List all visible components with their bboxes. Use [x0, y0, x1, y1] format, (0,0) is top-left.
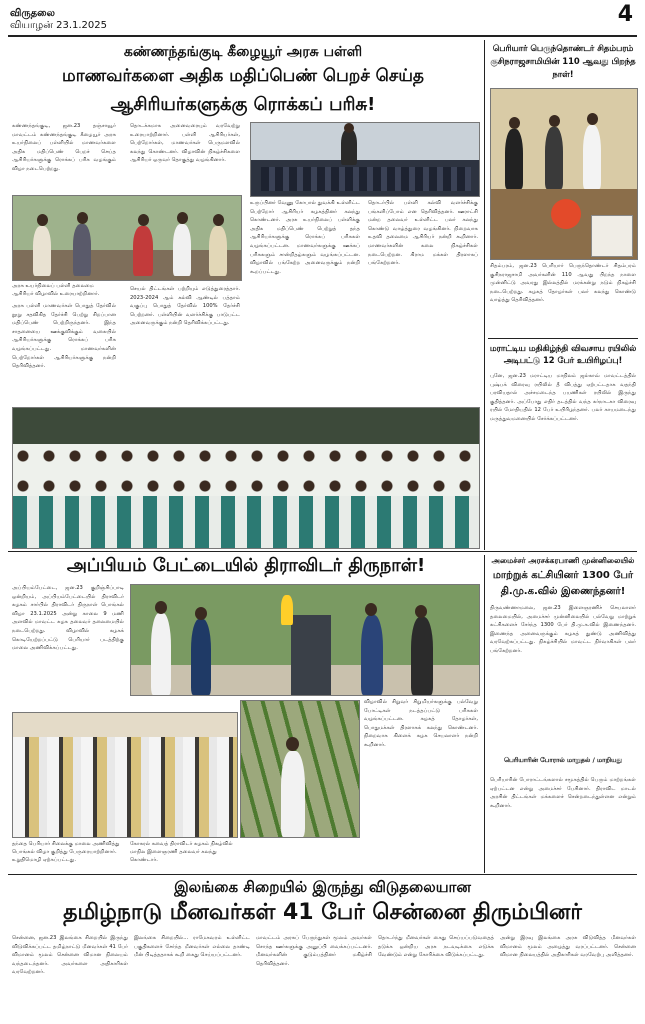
page-number: 4 [617, 2, 633, 27]
story1-headline-line2: ஆசிரியர்களுக்கு ரொக்கப் பரிசு! [110, 94, 376, 115]
story1-col4: தொடர்பில் பள்ளி கல்வி வளர்ச்சிக்கு பங்களிப்போம் என தெரிவித்தனர். ஊராட்சி மன்ற தலைவர் உள்ளிட்ட பலர் கலந்து கொண்டு வாழ்த்துரை வழங்கினர். நிறைவாக உதவி தலைமை ஆசிரியர் நன்றி கூறினார். மாணவர்களின் கலை நிகழ்ச்சிகள் நடைபெற்றன. கிராம மக்கள் திரளாகப் பங்கேற்றனர். [368, 200, 478, 267]
paper-name: விருதலை [10, 8, 55, 19]
story3-text2: பெரியாரின் போராட்டங்களால் சமூகத்தில் பெரும் மாற்றங்கள் ஏற்பட்டன என்று அமைச்சர் பேசினார். திராவிட மாடல் அரசின் திட்டங்கள் மக்களைச் சென்றடைந்துள்ளன என்றும் கூறினார். [490, 777, 636, 809]
story4-col2: இலங்கை சிறையில்... ராமேசுவரம் உள்ளிட்ட பகுதிகளைச் சேர்ந்த மீனவர்கள் எல்லை தாண்டி மீன் பிடித்ததாகக் கூறி கைது செய்யப்பட்டனர். [134, 935, 250, 959]
story1-col3: உருப்பினர் வேணு கோபால் துவக்கி உள்ளிட்ட பெற்றோர் ஆசிரியர் கழகத்தினர் கலந்து கொண்டனர். அரசு உயர்நிலைப் பள்ளிக்கு அதிக மதிப்பெண் பெற்றுத் தந்த ஆசிரியர்களுக்கு ரொக்கப் பரிசுகள் வழங்கப்பட்டன. மாணவர்களுக்கு ஊக்கப் பரிசுகளும் சான்றிதழ்களும் வழங்கப்பட்டன. விழாவில் பங்கேற்ற அனைவருக்கும் நன்றி கூறப்பட்டது. [250, 200, 360, 275]
section-rule-1 [8, 551, 637, 552]
sidebar-ration-headline [488, 342, 638, 366]
story4-kicker: இலங்கை சிறையில் இருந்து விடுதலையான [174, 878, 471, 896]
date-line: வியாழன் 23.1.2025 [10, 20, 107, 31]
story1-col1-top: கண்ணந்தங்குடி, ஜன.23 தஞ்சாவூர் மாவட்டம் கண்ணந்தங்குடி கீழையூர் அரசு உயர்நிலைப் பள்ளியில் மாணவர்களை அதிக மதிப்பெண் பெறச் செய்த ஆசிரியர்களுக்கு ரொக்கப் பரிசு வழங்கும் விழா நடைபெற்றது. [12, 123, 116, 172]
masthead [10, 8, 107, 32]
story3-subhead-text: பெரியாரின் போரால் மாறுதல் / மாறியது [503, 756, 623, 764]
story2-photo-statue [130, 584, 480, 696]
story3-text: திருவண்ணாமலை, ஜன.23 இளைஞரணிச் செயலாளர் தலைமையில், அமைச்சர் முன்னிலையில் பல்வேறு மாற்றுக் கட்சிகளைச் சேர்ந்த 1300 பேர் தி.மு.க.வில் இணைந்தனர். இணைந்த அனைவருக்கும் கழகத் துண்டு அணிவித்து வரவேற்கப்பட்டது. நிகழ்ச்சியில் மாவட்ட நிர்வாகிகள் பலர் பங்கேற்றனர். [490, 605, 636, 654]
story2-caption-left: தந்தை பெரியார் சிலைக்கு மாலை அணிவித்து பொங்கல் விழா குறித்து பேருரையாற்றினார். உறுதிமொழி ஏற்கப்பட்டது. [12, 841, 120, 864]
story1-col2-bottom: செயல் திட்டங்கள் பற்றியும் எடுத்துரைத்தார். 2023-2024 ஆம் கல்வி ஆண்டில் பத்தாம் வகுப்பு பொதுத் தேர்வில் 100% தேர்ச்சி பெற்றனர். பள்ளியின் வளர்ச்சிக்கு பாடுபட்ட அனைவருக்கும் நன்றி தெரிவிக்கப்பட்டது. [130, 286, 240, 327]
story4-col4: தொடர்ந்து மீனவர்கள் கைது செய்யப்படுவதைத் தடுக்க ஒன்றிய அரசு நடவடிக்கை எடுக்க வேண்டும் என்று கோரிக்கை விடுக்கப்பட்டது. [378, 935, 494, 959]
sidebar-ration-text: புனே, ஜன.23 மராட்டிய மாநிலம் ஜல்காவ் மாவட்டத்தில் புஷ்பக் விரைவு ரயிலில் தீ விபத்து ஏற்பட்டதாக வதந்தி பரவியதால் அச்சமடைந்த பயணிகள் ரயிலில் இருந்து குதித்தனர். அப்போது எதிர் தடத்தில் வந்த கர்நாடகா விரைவு ரயில் மோதியதில் 12 பேர் உயிரிழந்தனர். பலர் காயமடைந்து மருத்துவமனையில் சேர்க்கப்பட்டனர். [490, 373, 636, 422]
story2-photo-sugarcane [240, 700, 360, 838]
sidebar-periyar-headline [488, 42, 638, 81]
story1-photo-students [12, 407, 480, 549]
sidebar-divider-2 [484, 555, 485, 873]
sidebar-periyar-photo [490, 88, 638, 260]
story1-photo1-caption: அரசு உயர்நிலைப் பள்ளி தலைமை ஆசிரியர் விழாவில் உரையாற்றினார். [12, 283, 100, 298]
story1-col2-top: தொடக்கமாக அனைவரையும் வரவேற்று உரையாற்றினார். பள்ளி ஆசிரியர்கள், பெற்றோர்கள், மாணவர்கள் பெருமளவில் கலந்து கொண்டனர். விழாவின் நிகழ்ச்சிகளை ஆசிரியர் ஒருவர் தொகுத்து வழங்கினார். [130, 123, 240, 164]
story2-caption-mid: கோசுரல் சுவைத் திராவிடர் கழகம் நிகழ்வில் மாநில இளைஞரணி தலைவர் கலந்து கொண்டார். [130, 841, 233, 864]
section-rule-2 [8, 874, 637, 875]
story2-photo-group [12, 712, 238, 838]
story1-kicker: கண்ணந்தங்குடி கீழையூர் அரசு பள்ளி [123, 44, 363, 60]
story2-headline: அப்பியம் பேட்டையில் திராவிடர் திருநாள்! [66, 555, 426, 576]
story3-headline [488, 568, 638, 600]
sidebar-divider [484, 40, 485, 550]
story4-col5: அன்று இரவு இலங்கை அரசு விடுவித்த மீனவர்கள் விமானம் மூலம் அழைத்து வரப்பட்டனர். சென்னை விமான நிலையத்தில் அதிகாரிகள் வரவேற்பு அளித்தனர். [500, 935, 636, 959]
story3-headline-text: மாற்றுக் கட்சியினர் 1300 பேர் தி.மு.க.வில் இணைந்தனர்! [492, 570, 634, 597]
story4-col1: சென்னை, ஜன.23 இலங்கை சிறையில் இருந்து விடுவிக்கப்பட்ட தமிழ்நாட்டு மீனவர்கள் 41 பேர் விமானம் மூலம் சென்னை விமான நிலையம் வந்தடைந்தனர். அவர்களை அதிகாரிகள் வரவேற்றனர். [12, 935, 128, 976]
story2-text: அப்பியம்பேட்டை, ஜன.23 குறிஞ்சிப்பாடி ஒன்றியம், அப்பியம்பேட்டையில் திராவிடர் கழகம் சார்பில் திராவிடர் திருநாள் பொங்கல் விழா 23.1.2025 அன்று காலை 9 மணி அளவில் மாவட்ட கழக தலைவர் தலைமையில் நடைபெற்றது. விழாவில் கழகக் கொடியேற்றப்பட்டு பெரியார் படத்திற்கு மாலை அணிவிக்கப்பட்டது. [12, 585, 124, 652]
story3-kicker: அமைச்சர் அரசக்கரபாணி முன்னிலையில் [491, 556, 635, 565]
sidebar-periyar-headline-text: பெரியார் பெருந்தொண்டர் சிதம்பரம் குசிநராஜசாமியின் 110 ஆவது பிறந்த நாள்! [490, 43, 636, 79]
masthead-rule [8, 35, 637, 37]
story1-col1-bottom: அரசு பள்ளி மாணவர்கள் பொதுத் தேர்வில் நூறு சதவிகித தேர்ச்சி பெற்று சிறப்பான மதிப்பெண் பெற்றிருந்தனர். இந்த சாதனையை ஊக்குவிக்கும் வகையில் ஆசிரியர்களுக்கு ரொக்கப் பரிசு வழங்கப்பட்டது. மாணவர்களின் பெற்றோர்கள் ஆசிரியர்களுக்கு நன்றி தெரிவித்தனர். [12, 303, 116, 370]
story3-subhead [488, 756, 638, 765]
story1-headline-line1: மாணவர்களை அதிக மதிப்பெண் பெறச் செய்த [62, 66, 424, 86]
story1-photo-award [12, 195, 242, 281]
story4-headline: தமிழ்நாடு மீனவர்கள் 41 பேர் சென்னை திரும்பினர் [63, 900, 582, 925]
story2-text-right: விழாவில் சிறுவர் சிறுமியர்களுக்கு பல்வேறு போட்டிகள் நடத்தப்பட்டு பரிசுகள் வழங்கப்பட்டன. கழகத் தோழர்கள், பொதுமக்கள் திரளாகக் கலந்து கொண்டனர். நிறைவாக கிளைக் கழக செயலாளர் நன்றி கூறினார். [364, 699, 478, 748]
sidebar-ration-headline-text: மராட்டிய மதிகிழ்ந்தி விவசாய ரயிலில் அடிபட்டு 12 பேர் உயிரிழப்பு! [489, 343, 637, 365]
story4-col3: மாவட்டம் அரசுப் பேருந்துகள் மூலம் அவர்கள் சொந்த ஊர்களுக்கு அனுப்பி வைக்கப்பட்டனர். மீனவர்களின் குடும்பத்தினர் மகிழ்ச்சி தெரிவித்தனர். [256, 935, 372, 967]
sidebar-periyar-text: சிதம்பரம், ஜன.23 பெரியார் பெருந்தொண்டர் சிதம்பரம் குசிநராஜசாமி அவர்களின் 110 ஆவது பிறந்த நாளை முன்னிட்டு அவரது இல்லத்தில் மரக்கன்று நடும் நிகழ்ச்சி நடைபெற்றது. கழகத் தோழர்கள் பலர் கலந்து கொண்டு வாழ்த்து தெரிவித்தனர். [490, 263, 636, 304]
sidebar-rule-1 [488, 338, 638, 339]
story1-photo-stage [250, 122, 480, 197]
